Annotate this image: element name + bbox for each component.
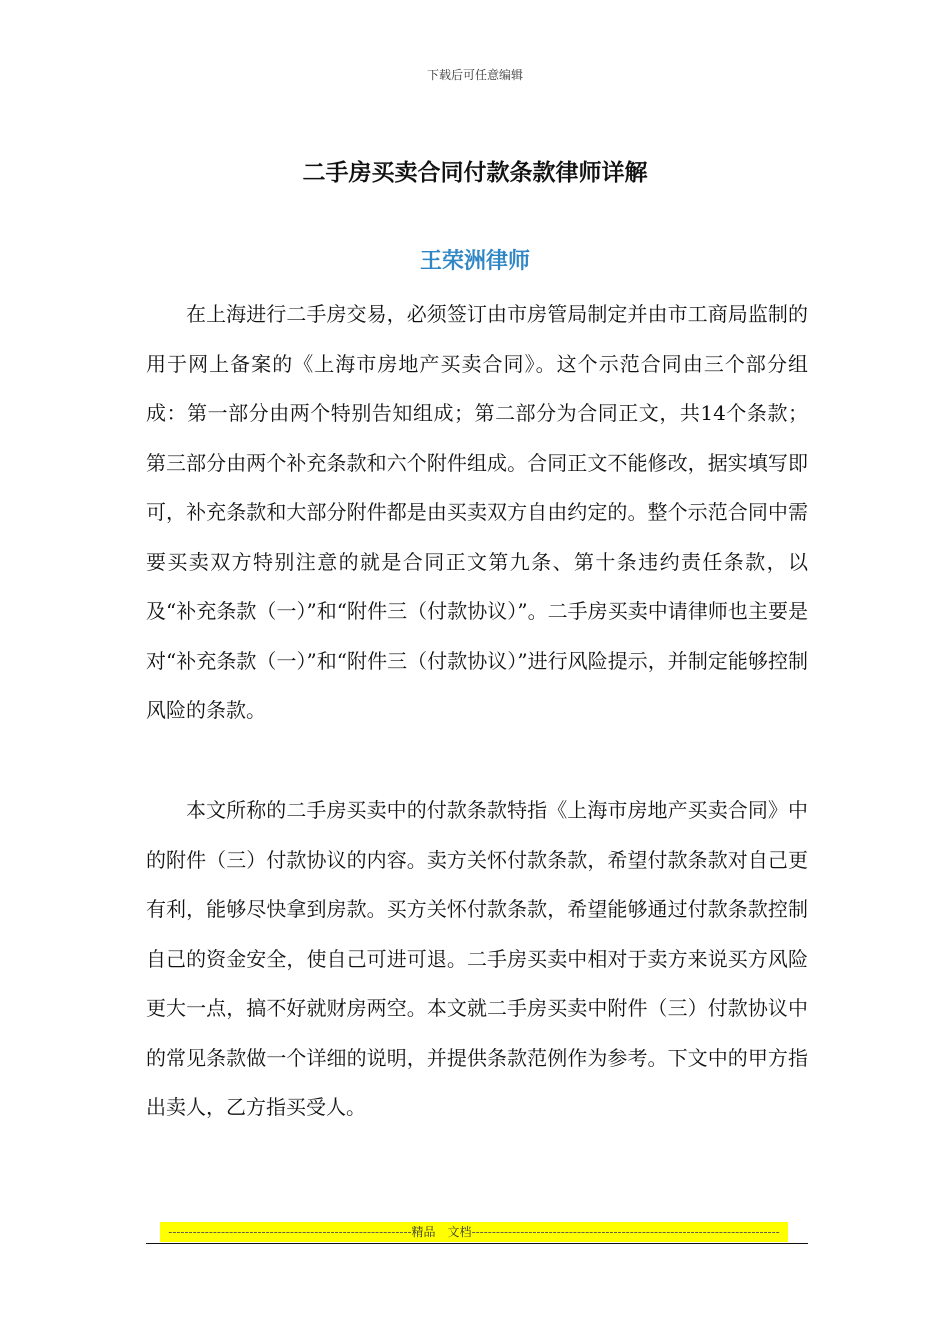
header-note: 下载后可任意编辑 <box>426 68 523 82</box>
footer-rule <box>146 1243 808 1244</box>
body-paragraph-1: 在上海进行二手房交易，必须签订由市房管局制定并由市工商局监制的用于网上备案的《上海市房地产买卖合同》。这个示范合同由三个部分组成：第一部分由两个特别告知组成；第二部分为合同正文，共14个条款；第三部分由两个补充条款和六个附件组成。合同正文不能修改，据实填写即可，补充条款和大部分附件都是由买卖双方自由约定的。整个示范合同中需要买卖双方特别注意的就是合同正文第九条、第十条违约责任条款，以及“补充条款（一）”和“附件三（付款协议）”。二手房买卖中请律师也主要是对“补充条款（一）”和“附件三（付款协议）”进行风险提示，并制定能够控制风险的条款。 <box>146 302 808 722</box>
footer-dashes-left: ------------------------------------------------------------ <box>168 1225 412 1239</box>
document-title: 二手房买卖合同付款条款律师详解 <box>302 160 648 186</box>
author-name: 王荣洲律师 <box>419 249 530 274</box>
body-paragraph-2: 本文所称的二手房买卖中的付款条款特指《上海市房地产买卖合同》中的附件（三）付款协议的内容。卖方关怀付款条款，希望付款条款对自己更有利，能够尽快拿到房款。买方关怀付款条款，希望能够通过付款条款控制自己的资金安全，使自己可进可退。二手房买卖中相对于卖方来说买方风险更大一点，搞不好就财房两空。本文就二手房买卖中附件（三）付款协议中的常见条款做一个详细的说明，并提供条款范例作为参考。下文中的甲方指出卖人，乙方指买受人。 <box>146 798 808 1119</box>
footer-highlight-bar <box>160 1222 788 1242</box>
footer-label: 精品 文档 <box>411 1225 472 1239</box>
footer-dashes-right: ---------------------------------------------------------------------------- <box>471 1225 780 1239</box>
